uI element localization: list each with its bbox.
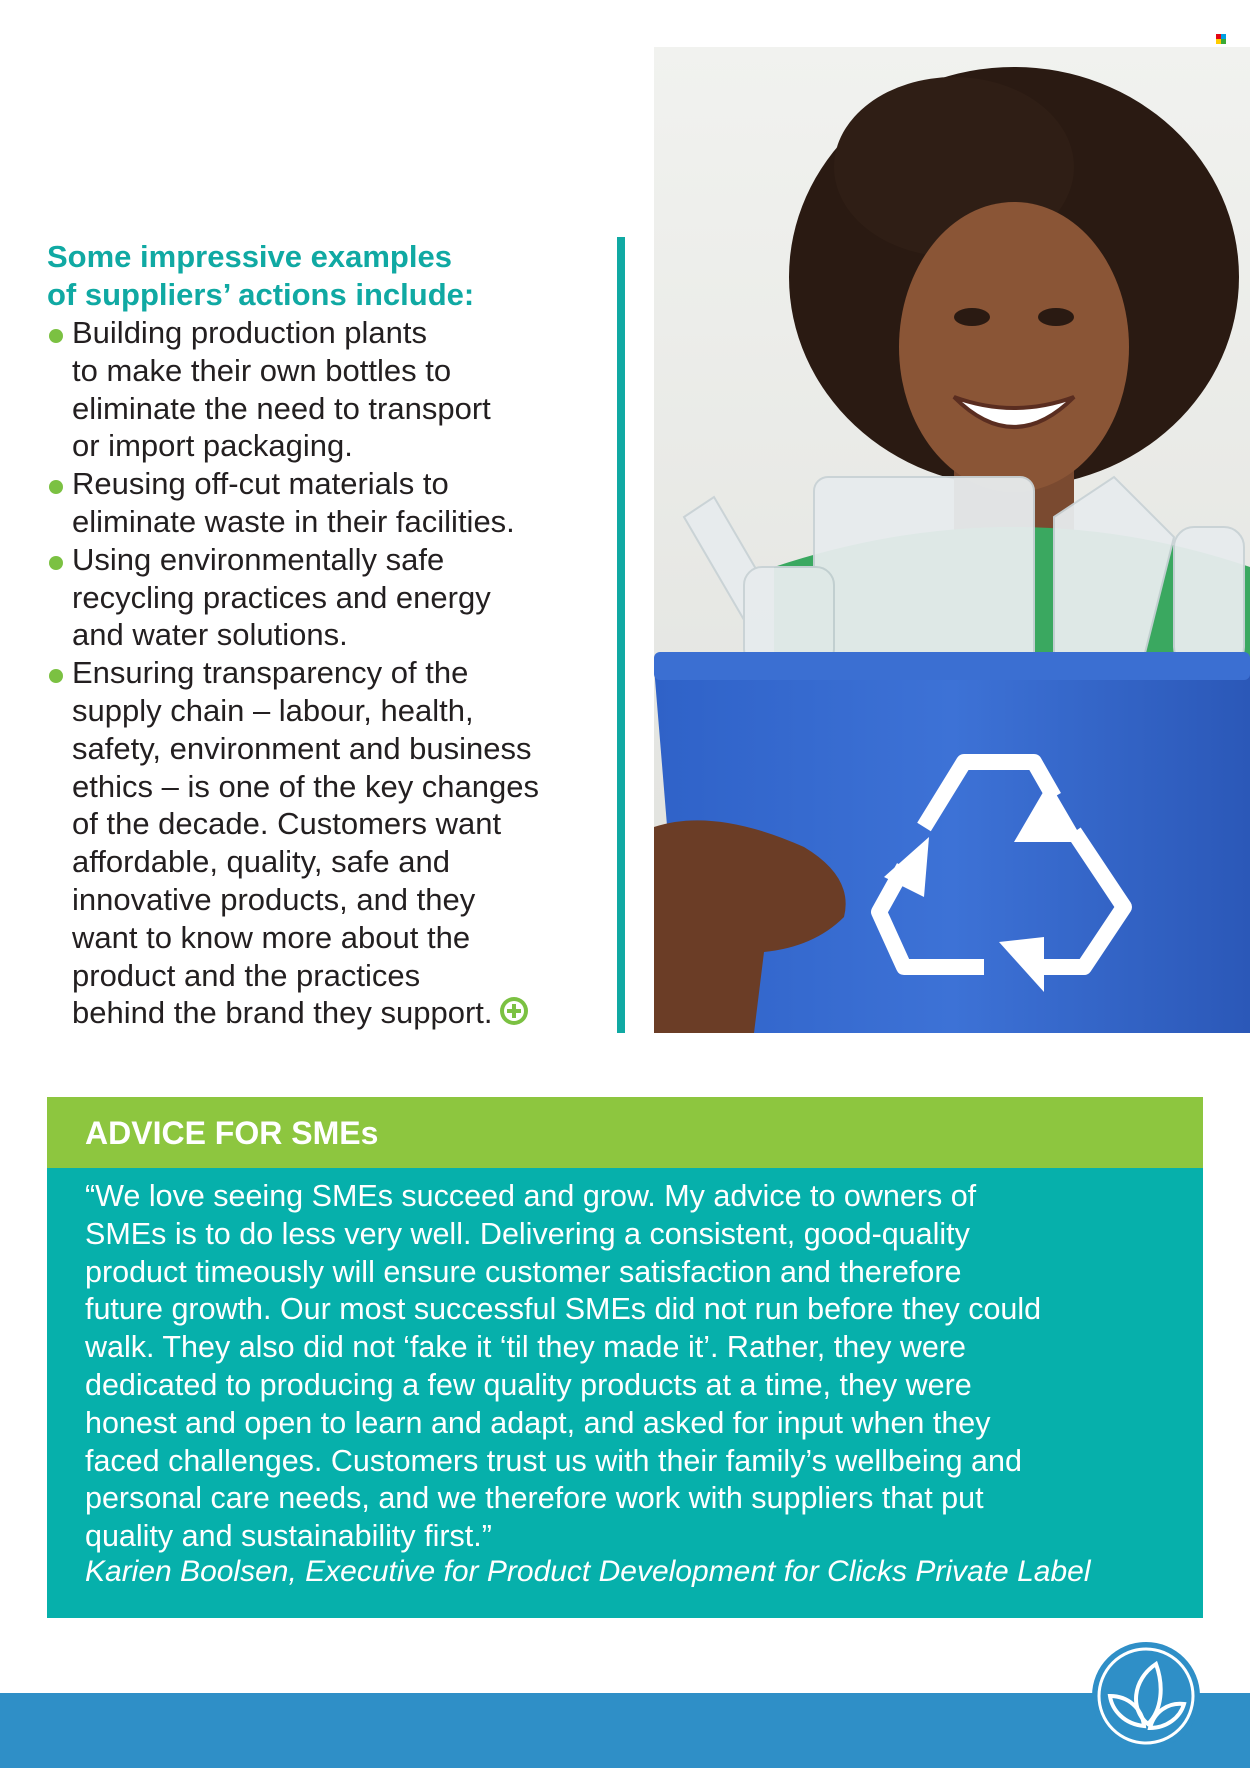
quote-line: quality and sustainability first.” bbox=[85, 1519, 492, 1554]
quote-attribution: Karien Boolsen, Executive for Product Development for Clicks Private Label bbox=[85, 1555, 1091, 1588]
list-item-line: or import packaging. bbox=[72, 428, 353, 464]
supplier-actions-list bbox=[47, 314, 607, 1032]
list-item-line: supply chain – labour, health, bbox=[72, 692, 474, 728]
quote-line: faced challenges. Customers trust us with their family’s wellbeing and bbox=[85, 1443, 1022, 1478]
advice-body bbox=[47, 1168, 1203, 1618]
quote-line: “We love seeing SMEs succeed and grow. My advice to owners of bbox=[85, 1179, 977, 1213]
list-item-line: Ensuring transparency of the bbox=[72, 655, 469, 691]
list-item bbox=[47, 654, 607, 1032]
section-heading bbox=[47, 238, 567, 314]
quote-line: dedicated to producing a few quality products at a time, they were bbox=[85, 1367, 972, 1402]
list-item-line: want to know more about the bbox=[72, 919, 471, 955]
plus-circle-icon bbox=[499, 996, 529, 1026]
list-item-line: and water solutions. bbox=[72, 617, 348, 653]
footer-band bbox=[0, 1693, 1250, 1768]
list-item-line: Building production plants bbox=[72, 315, 428, 350]
heading-line: Some impressive examples bbox=[47, 239, 452, 274]
list-item bbox=[47, 465, 607, 541]
list-item-line: recycling practices and energy bbox=[72, 579, 491, 615]
list-item-line: Using environmentally safe bbox=[72, 541, 445, 577]
bullet-dot-icon bbox=[49, 480, 63, 494]
photo-illustration bbox=[654, 47, 1250, 1033]
color-mark-icon bbox=[1216, 34, 1226, 44]
leaf-logo-icon bbox=[1090, 1640, 1202, 1752]
quote-line: product timeously will ensure customer satisfaction and therefore bbox=[85, 1254, 962, 1289]
list-item-line: of the decade. Customers want bbox=[72, 806, 502, 842]
advice-quote bbox=[85, 1178, 1041, 1556]
list-item bbox=[47, 541, 607, 654]
quote-line: walk. They also did not ‘fake it ‘til they made it’. Rather, they were bbox=[85, 1330, 966, 1365]
advice-title: ADVICE FOR SMEs bbox=[85, 1115, 379, 1151]
heading-line: of suppliers’ actions include: bbox=[47, 277, 475, 312]
list-item-line-last bbox=[72, 994, 607, 1032]
quote-line: future growth. Our most successful SMEs did not run before they could bbox=[85, 1292, 1042, 1327]
face bbox=[899, 202, 1129, 492]
quote-line: personal care needs, and we therefore work with suppliers that put bbox=[85, 1481, 984, 1516]
list-item-line: ethics – is one of the key changes bbox=[72, 768, 540, 804]
bullet-dot-icon bbox=[49, 329, 63, 343]
quote-line: honest and open to learn and adapt, and asked for input when they bbox=[85, 1405, 991, 1440]
list-item-line: affordable, quality, safe and bbox=[72, 844, 451, 880]
list-item-line: to make their own bottles to bbox=[72, 352, 452, 388]
advice-header bbox=[47, 1097, 1203, 1168]
quote-line: SMEs is to do less very well. Delivering a consistent, good-quality bbox=[85, 1216, 970, 1251]
vertical-divider bbox=[617, 237, 625, 1033]
list-item-line-text: behind the brand they support. bbox=[72, 995, 493, 1031]
list-item-line: eliminate waste in their facilities. bbox=[72, 503, 515, 539]
list-item-line: eliminate the need to transport bbox=[72, 390, 491, 426]
recycling-photo bbox=[654, 47, 1250, 1033]
bullet-dot-icon bbox=[49, 556, 63, 570]
list-item-line: safety, environment and business bbox=[72, 730, 532, 766]
list-item-line: Reusing off-cut materials to bbox=[72, 466, 449, 502]
bullet-dot-icon bbox=[49, 669, 63, 683]
list-item-line: innovative products, and they bbox=[72, 881, 476, 917]
list-item-line: product and the practices bbox=[72, 957, 421, 993]
list-item bbox=[47, 314, 607, 465]
